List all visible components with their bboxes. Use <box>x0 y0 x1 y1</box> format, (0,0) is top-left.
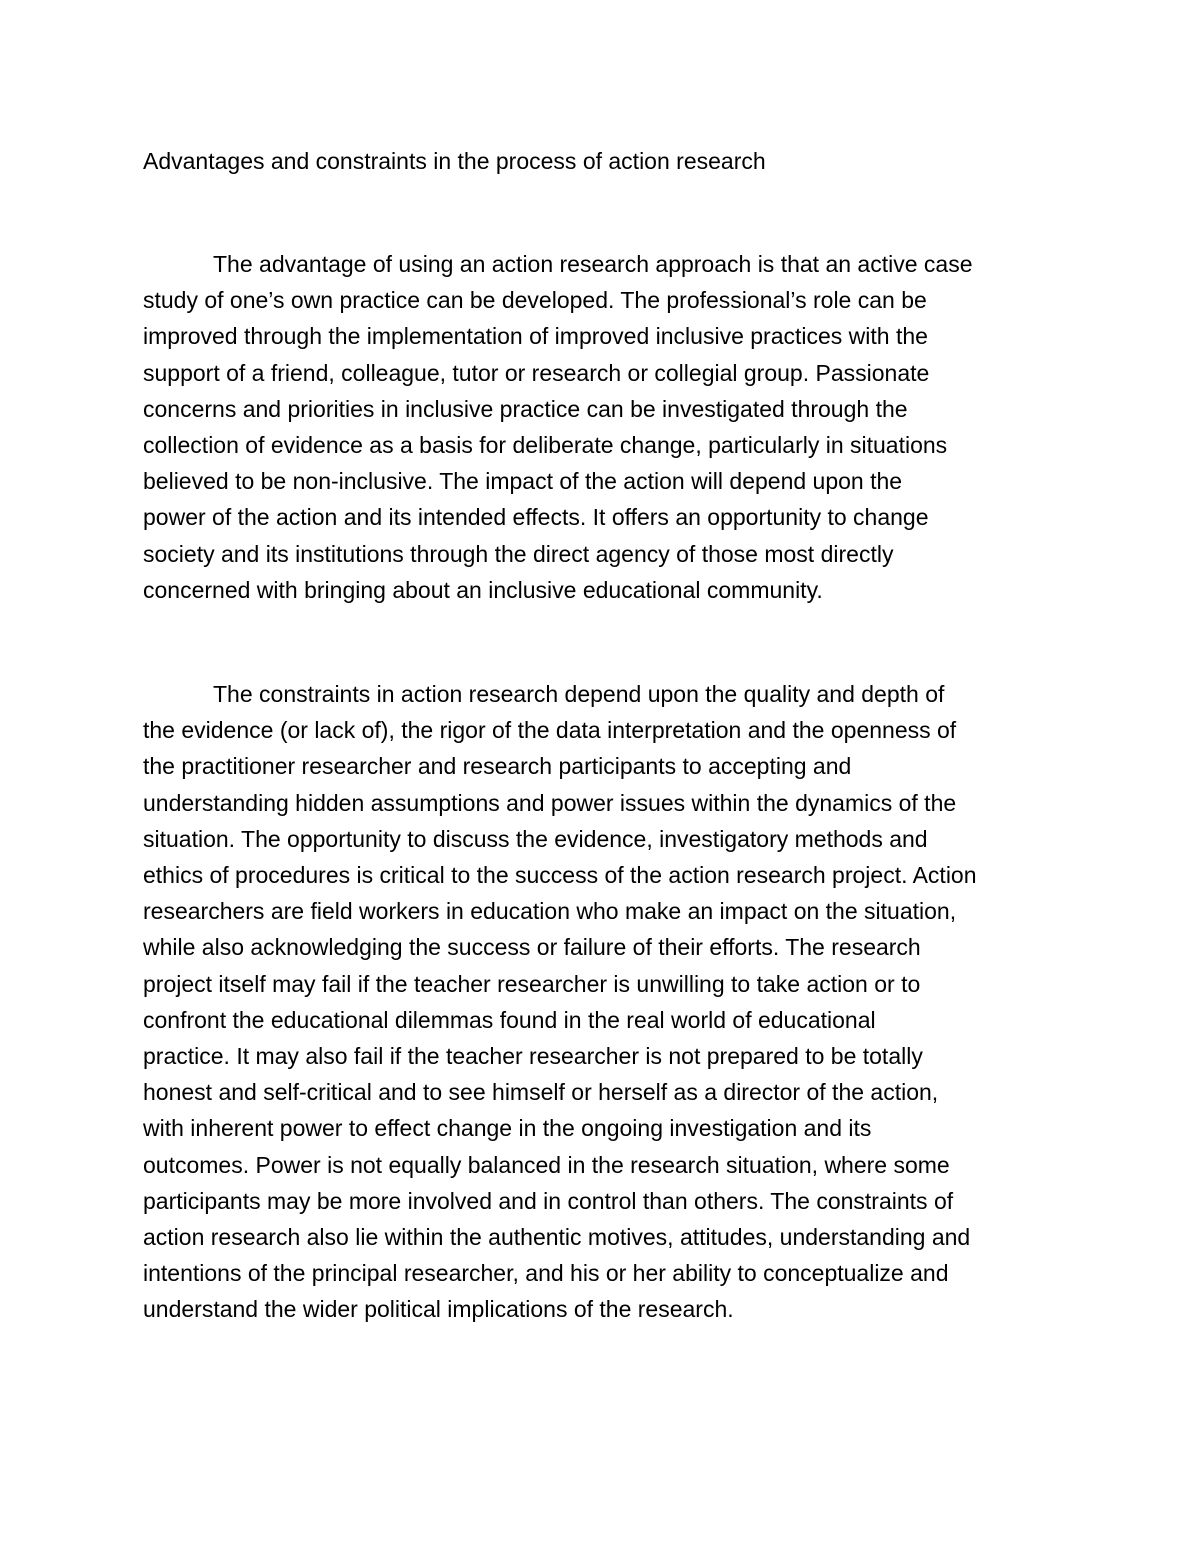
paragraph-line: project itself may fail if the teacher researcher is unwilling to take action or to <box>143 970 921 997</box>
paragraph-line: believed to be non-inclusive. The impact of the action will depend upon the <box>143 468 903 495</box>
paragraph-line: action research also lie within the authentic motives, attitudes, understanding and <box>143 1224 971 1251</box>
paragraph-line: the evidence (or lack of), the rigor of the data interpretation and the openness of <box>143 717 957 744</box>
paragraph-line: confront the educational dilemmas found in the real world of educational <box>143 1006 876 1033</box>
paragraph-line: society and its institutions through the direct agency of those most directly <box>143 540 894 567</box>
paragraph-line: power of the action and its intended effects. It offers an opportunity to change <box>143 504 929 531</box>
paragraph-line: participants may be more involved and in control than others. The constraints of <box>143 1187 954 1214</box>
paragraph-constraints <box>143 676 1073 1328</box>
paragraph-line: study of one’s own practice can be developed. The professional’s role can be <box>143 287 927 314</box>
document-title: Advantages and constraints in the process of action research <box>143 148 766 174</box>
paragraph-line: outcomes. Power is not equally balanced in the research situation, where some <box>143 1151 950 1178</box>
paragraph-line: The advantage of using an action research approach is that an active case <box>213 251 973 277</box>
paragraph-line: improved through the implementation of improved inclusive practices with the <box>143 323 928 350</box>
paragraph-line: understand the wider political implications of the research. <box>143 1296 734 1323</box>
paragraph-line: situation. The opportunity to discuss the evidence, investigatory methods and <box>143 825 928 852</box>
paragraph-line: honest and self-critical and to see himself or herself as a director of the action, <box>143 1079 939 1106</box>
paragraph-line: understanding hidden assumptions and power issues within the dynamics of the <box>143 789 957 816</box>
paragraph-line: practice. It may also fail if the teacher researcher is not prepared to be totally <box>143 1043 923 1070</box>
paragraph-line: researchers are field workers in education who make an impact on the situation, <box>143 898 957 925</box>
paragraph-line: the practitioner researcher and research participants to accepting and <box>143 753 852 780</box>
paragraph-line: ethics of procedures is critical to the success of the action research project. Action <box>143 862 977 889</box>
paragraph-line: support of a friend, colleague, tutor or research or collegial group. Passionate <box>143 359 930 386</box>
paragraph-line: intentions of the principal researcher, and his or her ability to conceptualize and <box>143 1260 949 1287</box>
paragraph-line: with inherent power to effect change in the ongoing investigation and its <box>143 1115 872 1142</box>
paragraph-line: collection of evidence as a basis for deliberate change, particularly in situations <box>143 432 948 459</box>
paragraph-line: concerned with bringing about an inclusive educational community. <box>143 576 823 603</box>
paragraph-line: The constraints in action research depend upon the quality and depth of <box>213 681 945 707</box>
paragraph-line: while also acknowledging the success or failure of their efforts. The research <box>143 934 921 961</box>
paragraph-advantages <box>143 246 1073 608</box>
paragraph-line: concerns and priorities in inclusive practice can be investigated through the <box>143 395 908 422</box>
